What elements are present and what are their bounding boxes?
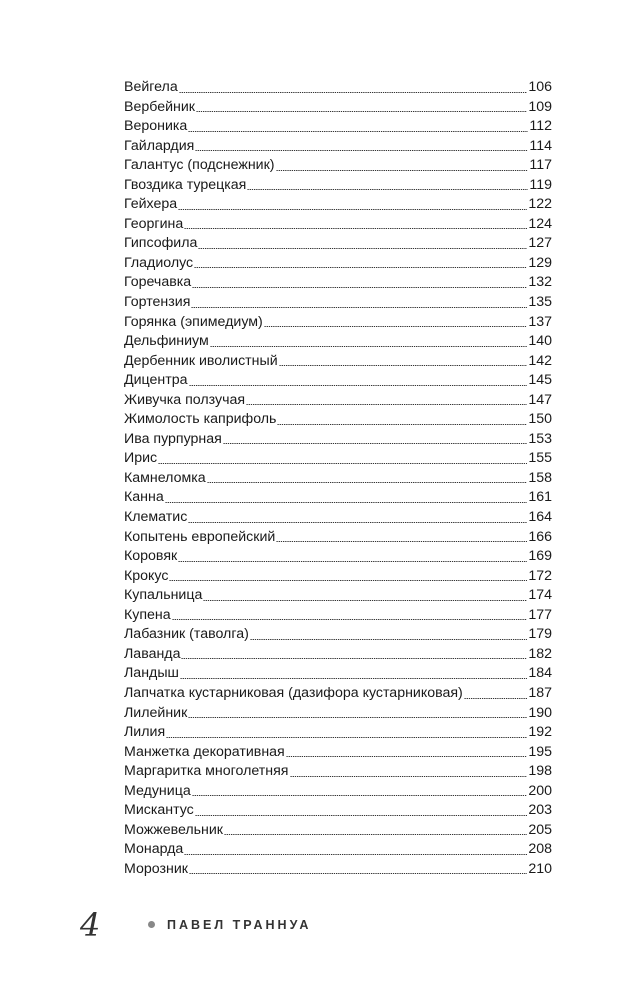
toc-entry[interactable] [124,332,552,352]
toc-entry-page: 155 [528,450,552,467]
toc-entry[interactable] [124,313,552,333]
toc-entry-title: Лапчатка кустарниковая (дазифора кустарниковая) [124,684,463,701]
toc-entry-page: 150 [528,411,552,428]
toc-entry[interactable] [124,606,552,626]
dot-leader [210,346,528,347]
toc-entry-title: Копытень европейский [124,528,276,545]
dot-leader [172,619,528,620]
toc-entry-page: 119 [529,176,552,193]
toc-entry-page: 184 [528,665,552,682]
toc-entry-title: Галантус (подснежник) [124,157,275,174]
dot-leader [165,502,528,503]
toc-entry-title: Горянка (эпимедиум) [124,313,263,330]
toc-entry-title: Канна [124,489,164,506]
toc-entry-page: 195 [528,743,552,760]
toc-entry-title: Лабазник (таволга) [124,626,249,643]
toc-entry[interactable] [124,293,552,313]
dot-leader [224,834,527,835]
dot-leader [189,385,528,386]
toc-entry[interactable] [124,234,552,254]
dot-leader [179,92,528,93]
toc-entry[interactable] [124,273,552,293]
toc-entry-page: 122 [528,196,552,213]
dot-leader [166,737,527,738]
dot-leader [195,815,528,816]
toc-entry-title: Живучка ползучая [124,391,246,408]
toc-entry[interactable] [124,704,552,724]
toc-entry-page: 208 [528,841,552,858]
toc-entry-page: 153 [528,430,552,447]
toc-entry-page: 124 [528,215,552,232]
toc-entry-page: 198 [528,763,552,780]
toc-entry-title: Горечавка [124,274,192,291]
dot-leader [223,443,527,444]
toc-entry[interactable] [124,840,552,860]
toc-entry-page: 129 [528,254,552,271]
toc-entry-page: 132 [528,274,552,291]
toc-entry-page: 166 [528,528,552,545]
dot-leader [188,717,527,718]
toc-entry-page: 164 [528,509,552,526]
toc-entry[interactable] [124,743,552,763]
toc-entry-page: 179 [528,626,552,643]
toc-entry-page: 145 [528,372,552,389]
toc-entry[interactable] [124,156,552,176]
toc-entry[interactable] [124,78,552,98]
toc-entry-title: Лаванда [124,645,181,662]
toc-entry-page: 169 [528,548,552,565]
toc-entry-title: Мискантус [124,802,194,819]
toc-entry-title: Георгина [124,215,184,232]
toc-entry[interactable] [124,176,552,196]
toc-entry[interactable] [124,508,552,528]
toc-entry[interactable] [124,723,552,743]
toc-entry-title: Купена [124,606,171,623]
toc-entry[interactable] [124,352,552,372]
toc-entry-page: 142 [528,352,552,369]
dot-leader [264,326,528,327]
toc-entry-page: 127 [528,235,552,252]
dot-leader [178,209,527,210]
toc-entry[interactable] [124,117,552,137]
toc-entry[interactable] [124,801,552,821]
dot-leader [196,111,527,112]
toc-entry[interactable] [124,449,552,469]
toc-entry-title: Морозник [124,860,188,877]
dot-leader [203,600,527,601]
toc-entry-page: 137 [528,313,552,330]
toc-entry[interactable] [124,821,552,841]
dot-leader [178,561,527,562]
toc-entry-title: Вероника [124,118,188,135]
toc-entry-page: 172 [528,567,552,584]
toc-entry-title: Гладиолус [124,254,194,271]
dot-leader [192,287,527,288]
toc-entry-title: Гипсофила [124,235,198,252]
dot-leader [180,678,527,679]
toc-entry-page: 106 [528,79,552,95]
toc-entry-title: Манжетка декоративная [124,743,285,760]
toc-entry-page: 161 [528,489,552,506]
toc-entry-title: Лилия [124,724,166,741]
toc-entry[interactable] [124,430,552,450]
toc-entry[interactable] [124,547,552,567]
bullet-icon [148,921,155,928]
dot-leader [464,698,528,699]
toc-entry-page: 140 [528,333,552,350]
toc-entry-title: Жимолость каприфоль [124,411,277,428]
toc-entry-page: 190 [528,704,552,721]
toc-entry[interactable] [124,215,552,235]
toc-entry-title: Гортензия [124,294,191,311]
table-of-contents [124,78,552,879]
dot-leader [207,482,528,483]
dot-leader [290,776,528,777]
toc-entry-page: 112 [529,118,552,135]
toc-entry-title: Лилейник [124,704,188,721]
toc-entry-page: 182 [528,645,552,662]
dot-leader [184,854,527,855]
toc-entry[interactable] [124,567,552,587]
toc-entry[interactable] [124,782,552,802]
toc-entry-title: Гвоздика турецкая [124,176,247,193]
toc-entry-page: 177 [528,606,552,623]
toc-entry[interactable] [124,488,552,508]
toc-entry[interactable] [124,410,552,430]
toc-entry-page: 192 [528,724,552,741]
toc-entry-title: Можжевельник [124,821,224,838]
page-number: 4 [80,906,101,944]
toc-entry-title: Ирис [124,450,158,467]
toc-entry[interactable] [124,254,552,274]
toc-entry-title: Камнеломка [124,469,206,486]
toc-entry-title: Коровяк [124,548,178,565]
toc-entry[interactable] [124,391,552,411]
dot-leader [191,307,527,308]
toc-entry[interactable] [124,371,552,391]
toc-entry-title: Медуница [124,782,191,799]
dot-leader [250,639,528,640]
toc-entry[interactable] [124,645,552,665]
toc-entry[interactable] [124,195,552,215]
toc-entry-title: Дельфиниум [124,333,209,350]
toc-entry-page: 109 [528,98,552,115]
toc-entry-title: Маргаритка многолетняя [124,763,289,780]
dot-leader [188,131,528,132]
toc-entry-title: Купальница [124,587,203,604]
dot-leader [198,248,527,249]
dot-leader [158,463,527,464]
toc-entry-page: 203 [528,802,552,819]
toc-entry-page: 114 [529,137,552,154]
toc-entry-page: 210 [528,860,552,877]
page-footer [0,905,619,945]
dot-leader [195,150,528,151]
toc-entry-title: Клематис [124,509,188,526]
toc-entry-page: 200 [528,782,552,799]
author-name: ПАВЕЛ ТРАННУА [167,918,312,932]
toc-entry-page: 135 [528,294,552,311]
toc-entry[interactable] [124,684,552,704]
dot-leader [286,756,528,757]
toc-entry-title: Ландыш [124,665,179,682]
toc-entry[interactable] [124,98,552,118]
toc-entry-title: Крокус [124,567,169,584]
dot-leader [276,541,527,542]
toc-entry-title: Вейгела [124,79,178,95]
dot-leader [188,522,527,523]
toc-entry[interactable] [124,625,552,645]
dot-leader [194,267,527,268]
toc-entry-title: Гайлардия [124,137,195,154]
toc-entry-title: Гейхера [124,196,178,213]
toc-entry[interactable] [124,528,552,548]
toc-entry-title: Дербенник иволистный [124,352,278,369]
toc-entry-page: 187 [528,684,552,701]
dot-leader [279,365,528,366]
toc-entry-title: Дицентра [124,372,188,389]
toc-entry[interactable] [124,586,552,606]
toc-entry-page: 174 [528,587,552,604]
dot-leader [184,228,527,229]
toc-entry[interactable] [124,664,552,684]
dot-leader [169,580,527,581]
toc-entry[interactable] [124,762,552,782]
dot-leader [189,873,527,874]
dot-leader [247,189,528,190]
toc-entry[interactable] [124,469,552,489]
toc-entry-title: Вербейник [124,98,195,115]
toc-entry-page: 205 [528,821,552,838]
dot-leader [277,424,527,425]
dot-leader [181,658,527,659]
toc-entry[interactable] [124,860,552,880]
dot-leader [276,170,529,171]
toc-entry-page: 147 [528,391,552,408]
dot-leader [246,404,527,405]
toc-entry[interactable] [124,137,552,157]
dot-leader [192,795,528,796]
toc-entry-title: Монарда [124,841,184,858]
toc-entry-title: Ива пурпурная [124,430,222,447]
toc-entry-page: 117 [529,157,552,174]
toc-entry-page: 158 [528,469,552,486]
